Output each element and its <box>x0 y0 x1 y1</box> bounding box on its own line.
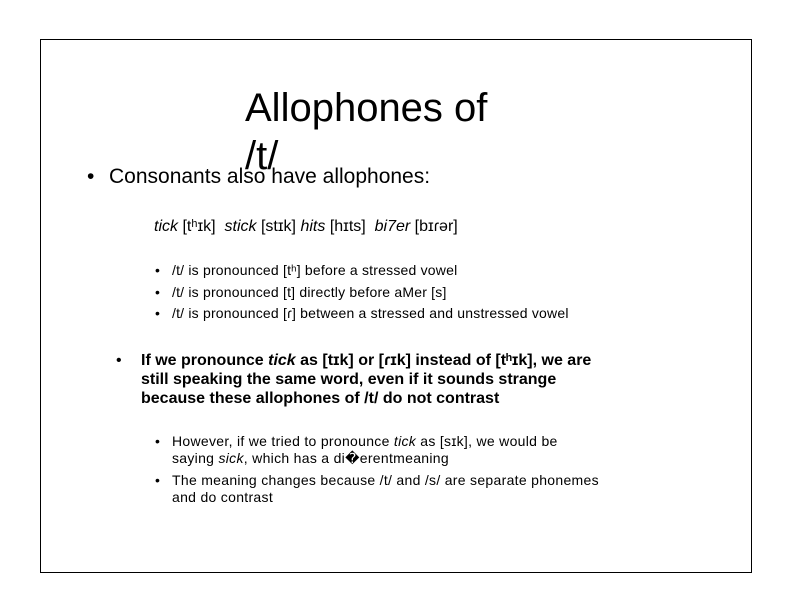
note-text: saying <box>172 450 219 466</box>
rule-item <box>155 284 447 300</box>
bullet-marker: • <box>116 352 122 369</box>
note-item <box>155 433 558 467</box>
rule-text: /t/ is pronounced [tʰ] before a stressed vowel <box>172 262 458 278</box>
example-word: tick <box>154 218 178 235</box>
rule-item <box>155 262 457 278</box>
bullet-marker: • <box>155 262 161 278</box>
title-line-1: Allophones of <box>245 86 488 130</box>
title-line-2: /t/ <box>245 134 279 178</box>
note-item <box>155 472 599 506</box>
example-word: hits <box>300 218 326 235</box>
main-bullet-text: Consonants also have allophones: <box>109 165 431 188</box>
note-line: and do contrast <box>172 489 274 505</box>
rule-text: /t/ is pronounced [t] directly before aMer [s] <box>172 284 447 300</box>
example-word: stick <box>224 218 257 235</box>
bullet-marker: • <box>87 165 95 188</box>
main-bullet <box>87 165 430 189</box>
paragraph-text: If we pronounce <box>141 352 269 369</box>
contrast-paragraph <box>116 351 591 408</box>
bullet-marker: • <box>155 433 161 449</box>
paragraph-line: because these allophones of /t/ do not contrast <box>141 390 500 407</box>
note-word: tick <box>393 433 417 449</box>
example-words <box>154 218 458 236</box>
example-ipa: [stɪk] <box>260 218 296 235</box>
bullet-marker: • <box>155 472 161 488</box>
example-word: bi7er <box>374 218 411 235</box>
paragraph-word: tick <box>268 352 296 369</box>
bullet-marker: • <box>155 305 161 321</box>
paragraph-text: as [tɪk] or [ɾɪk] instead of [tʰɪk], we are <box>295 352 592 369</box>
note-text: However, if we tried to pronounce <box>172 433 394 449</box>
example-ipa: [hɪts] <box>329 218 366 235</box>
note-line <box>155 450 558 467</box>
rule-item <box>155 305 569 321</box>
paragraph-line: still speaking the same word, even if it sounds strange <box>141 371 557 388</box>
note-line <box>155 472 599 489</box>
note-text: The meaning changes because /t/ and /s/ are separate phonemes <box>172 472 599 488</box>
note-line <box>155 433 558 450</box>
note-text: , which has a di�erentmeaning <box>243 450 449 466</box>
rule-text: /t/ is pronounced [ɾ] between a stressed and unstressed vowel <box>172 305 569 321</box>
paragraph-line <box>116 351 591 370</box>
bullet-marker: • <box>155 284 161 300</box>
note-word: sick <box>218 450 244 466</box>
note-text: as [sɪk], we would be <box>416 433 558 449</box>
example-ipa: [bɪɾər] <box>414 218 458 235</box>
example-ipa: [tʰɪk] <box>182 218 216 235</box>
